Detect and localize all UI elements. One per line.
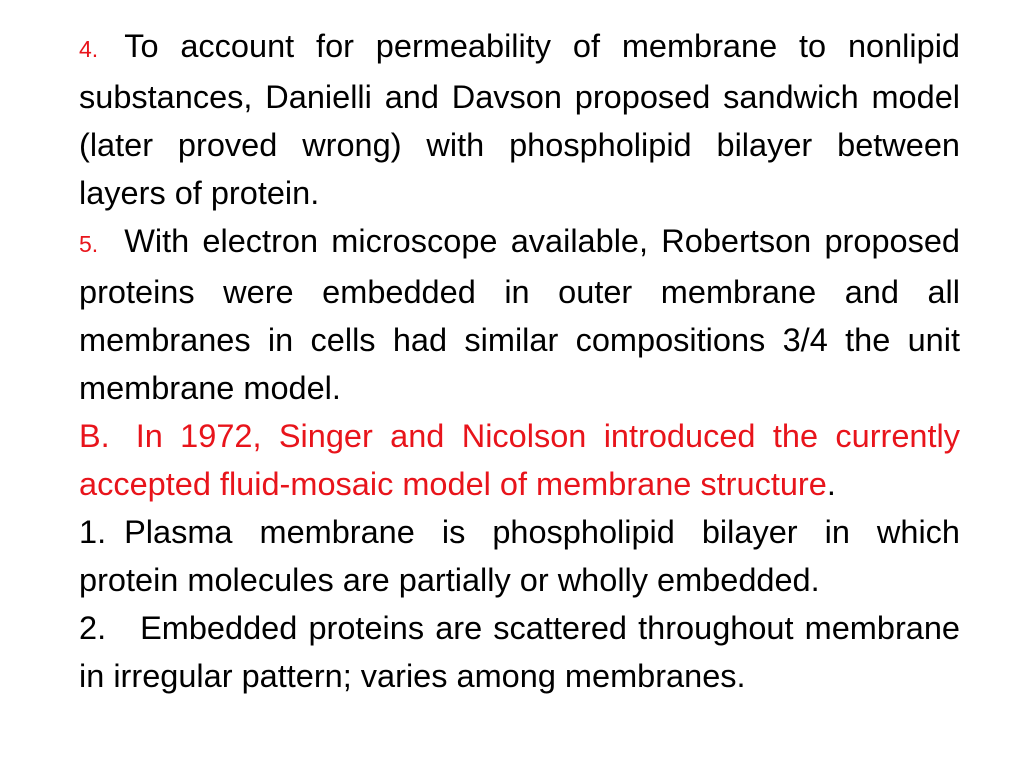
paragraph-1 <box>79 508 960 604</box>
paragraph-2 <box>79 604 960 700</box>
paragraph-5-text: With electron microscope available, Robertson proposed proteins were embedded in outer membrane and all membranes in cells had similar compositions 3/4 the unit membrane model. <box>79 223 960 406</box>
list-marker-2: 2. <box>79 610 107 646</box>
paragraph-b-period: . <box>826 466 836 502</box>
paragraph-2-text: Embedded proteins are scattered throughout membrane in irregular pattern; varies among membranes. <box>79 610 960 694</box>
paragraph-4-text: To account for permeability of membrane to nonlipid substances, Danielli and Davson proposed sandwich model (later proved wrong) with phospholipid bilayer between layers of protein. <box>79 28 960 211</box>
paragraph-b <box>79 412 960 508</box>
list-marker-b: B. <box>79 418 110 454</box>
paragraph-5 <box>79 217 960 412</box>
paragraph-1-text: Plasma membrane is phospholipid bilayer in which protein molecules are partially or wholly embedded. <box>79 514 960 598</box>
list-marker-5: 5. <box>79 231 99 257</box>
list-marker-1: 1. <box>79 514 107 550</box>
list-marker-4: 4. <box>79 36 99 62</box>
paragraph-b-text: In 1972, Singer and Nicolson introduced the currently accepted fluid-mosaic model of membrane structure <box>79 418 960 502</box>
paragraph-4 <box>79 22 960 217</box>
slide-body <box>79 22 960 700</box>
